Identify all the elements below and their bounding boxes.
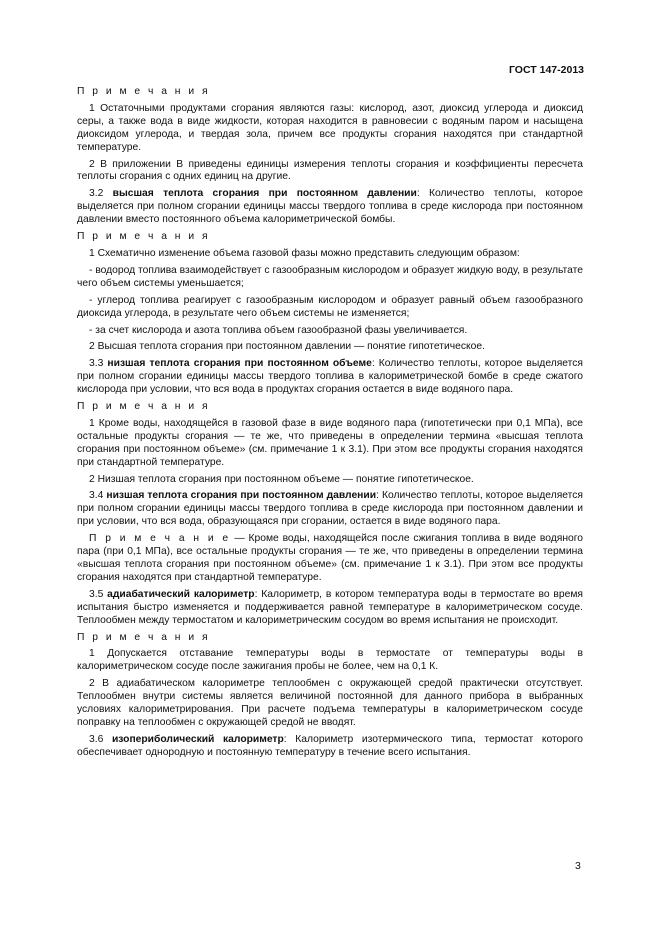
clause-number: 3.4 (89, 490, 107, 502)
definition-text: : Калориметр, в котором температура воды в термостате во время испытания быстро изменяется и поддерживается равной температуре в калориметрическом сосуде. Теплообмен между термостатом и калориметрическим сосудом во время испытания не происходит. (77, 588, 584, 626)
definition-3-3 (77, 358, 583, 397)
note-paragraph: 1 Остаточными продуктами сгорания являются газы: кислород, азот, диоксид углерода и диоксид серы, а также вода в виде жидкости, которая находится в равновесии с водяным паром и насыщена диоксидом углерода, и твердая зола, причем все продукты сгорания находятся при стандартной температуре. (77, 102, 583, 153)
definition-3-6 (77, 734, 583, 760)
definition-3-5 (77, 589, 583, 628)
note-paragraph: 1 Допускается отставание температуры воды в термостате от температуры воды в калориметрическом сосуде после зажигания пробы не более, чем на 0,1 К. (77, 648, 583, 673)
document-body (77, 86, 583, 764)
definition-text: : Количество теплоты, которое выделяется при полном сгорании единицы массы твердого топлива в калориметрической бомбе в среде сжатого кислорода при условии, что вся вода в продуктах сгорания остается в виде водяного пара. (77, 358, 583, 396)
definition-3-2 (77, 188, 583, 227)
note-paragraph: 2 В приложении В приведены единицы измерения теплоты сгорания и коэффициенты пересчета теплоты сгорания с одних единиц на другие. (77, 158, 583, 183)
page-number: 3 (575, 860, 581, 872)
single-note (77, 533, 583, 585)
note-list-item: - за счет кислорода и азота топлива объем газообразной фазы увеличивается. (89, 324, 468, 336)
definition-text: : Калориметр изотермического типа, термостат которого обеспечивает однородную и постоянную температуру в течение всего испытания. (77, 733, 583, 758)
definition-text: : Количество теплоты, которое выделяется при полном сгорании единицы массы твердого топлива в среде кислорода при постоянном давлении и при условии, что вся вода, образующаяся при сгорании, остается в виде водяного пара. (77, 490, 583, 528)
standard-number: ГОСТ 147-2013 (508, 64, 584, 76)
note-paragraph: 2 Низшая теплота сгорания при постоянном объеме — понятие гипотетическое. (89, 473, 474, 485)
clause-number: 3.3 (89, 358, 108, 370)
clause-number: 3.2 (89, 188, 113, 200)
clause-number: 3.6 (89, 733, 112, 745)
term: изопериболический калориметр (111, 733, 284, 745)
term: низшая теплота сгорания при постоянном объеме (107, 358, 372, 370)
note-paragraph: 1 Схематично изменение объема газовой фазы можно представить следующим образом: (89, 247, 520, 259)
term: адиабатический калориметр (107, 588, 255, 600)
notes-heading: П р и м е ч а н и я (77, 631, 211, 643)
note-paragraph: 2 Высшая теплота сгорания при постоянном давлении — понятие гипотетическое. (89, 341, 485, 353)
note-paragraph: 1 Кроме воды, находящейся в газовой фазе в виде водяного пара (гипотетически при 0,1 МПа), все остальные продукты сгорания — те же, что приведены в определении термина «высшая теплота сгорания при постоянном объеме» (см. примечание 1 к 3.1). При этом все продукты сгорания находятся при стандартной температуре. (77, 417, 583, 468)
clause-number: 3.5 (89, 588, 108, 600)
note-label: П р и м е ч а н и е (89, 533, 231, 545)
definition-3-4 (77, 490, 583, 529)
note-list-item: - углерод топлива реагирует с газообразным кислородом и образует равный объем газообразного диоксида углерода, в результате чего объем системы не изменяется; (77, 294, 583, 319)
notes-heading: П р и м е ч а н и я (77, 401, 211, 413)
note-text: — Кроме воды, находящейся после сжигания топлива в виде водяного пара (при 0,1 МПа), все остальные продукты сгорания — те же, что приведены в определении термина «высшая теплота сгорания при постоянном объеме» (см. примечание 1 к 3.1). При этом все продукты сгорания находятся при стандартной температуре. (77, 533, 583, 583)
note-list-item: - водород топлива взаимодействует с газообразным кислородом и образует жидкую воду, в результате чего объем системы уменьшается; (77, 264, 583, 289)
note-paragraph: 2 В адиабатическом калориметре теплообмен с окружающей средой практически отсутствует. Теплообмен внутри системы является величиной постоянной для данного прибора в выбранных условиях калориметрирования. При расчете подъема температуры в калориметрическом сосуде поправку на теплообмен с окружающей средой не вводят. (77, 678, 583, 728)
definition-text: : Количество теплоты, которое выделяется при полном сгорании единицы массы твердого топлива в среде кислорода при постоянном давлении вместо постоянного объема калориметрической бомбы. (77, 188, 583, 226)
term: высшая теплота сгорания при постоянном давлении (112, 188, 417, 200)
notes-heading: П р и м е ч а н и я (77, 86, 211, 97)
term: низшая теплота сгорания при постоянном давлении (106, 490, 377, 502)
notes-heading: П р и м е ч а н и я (77, 231, 211, 243)
